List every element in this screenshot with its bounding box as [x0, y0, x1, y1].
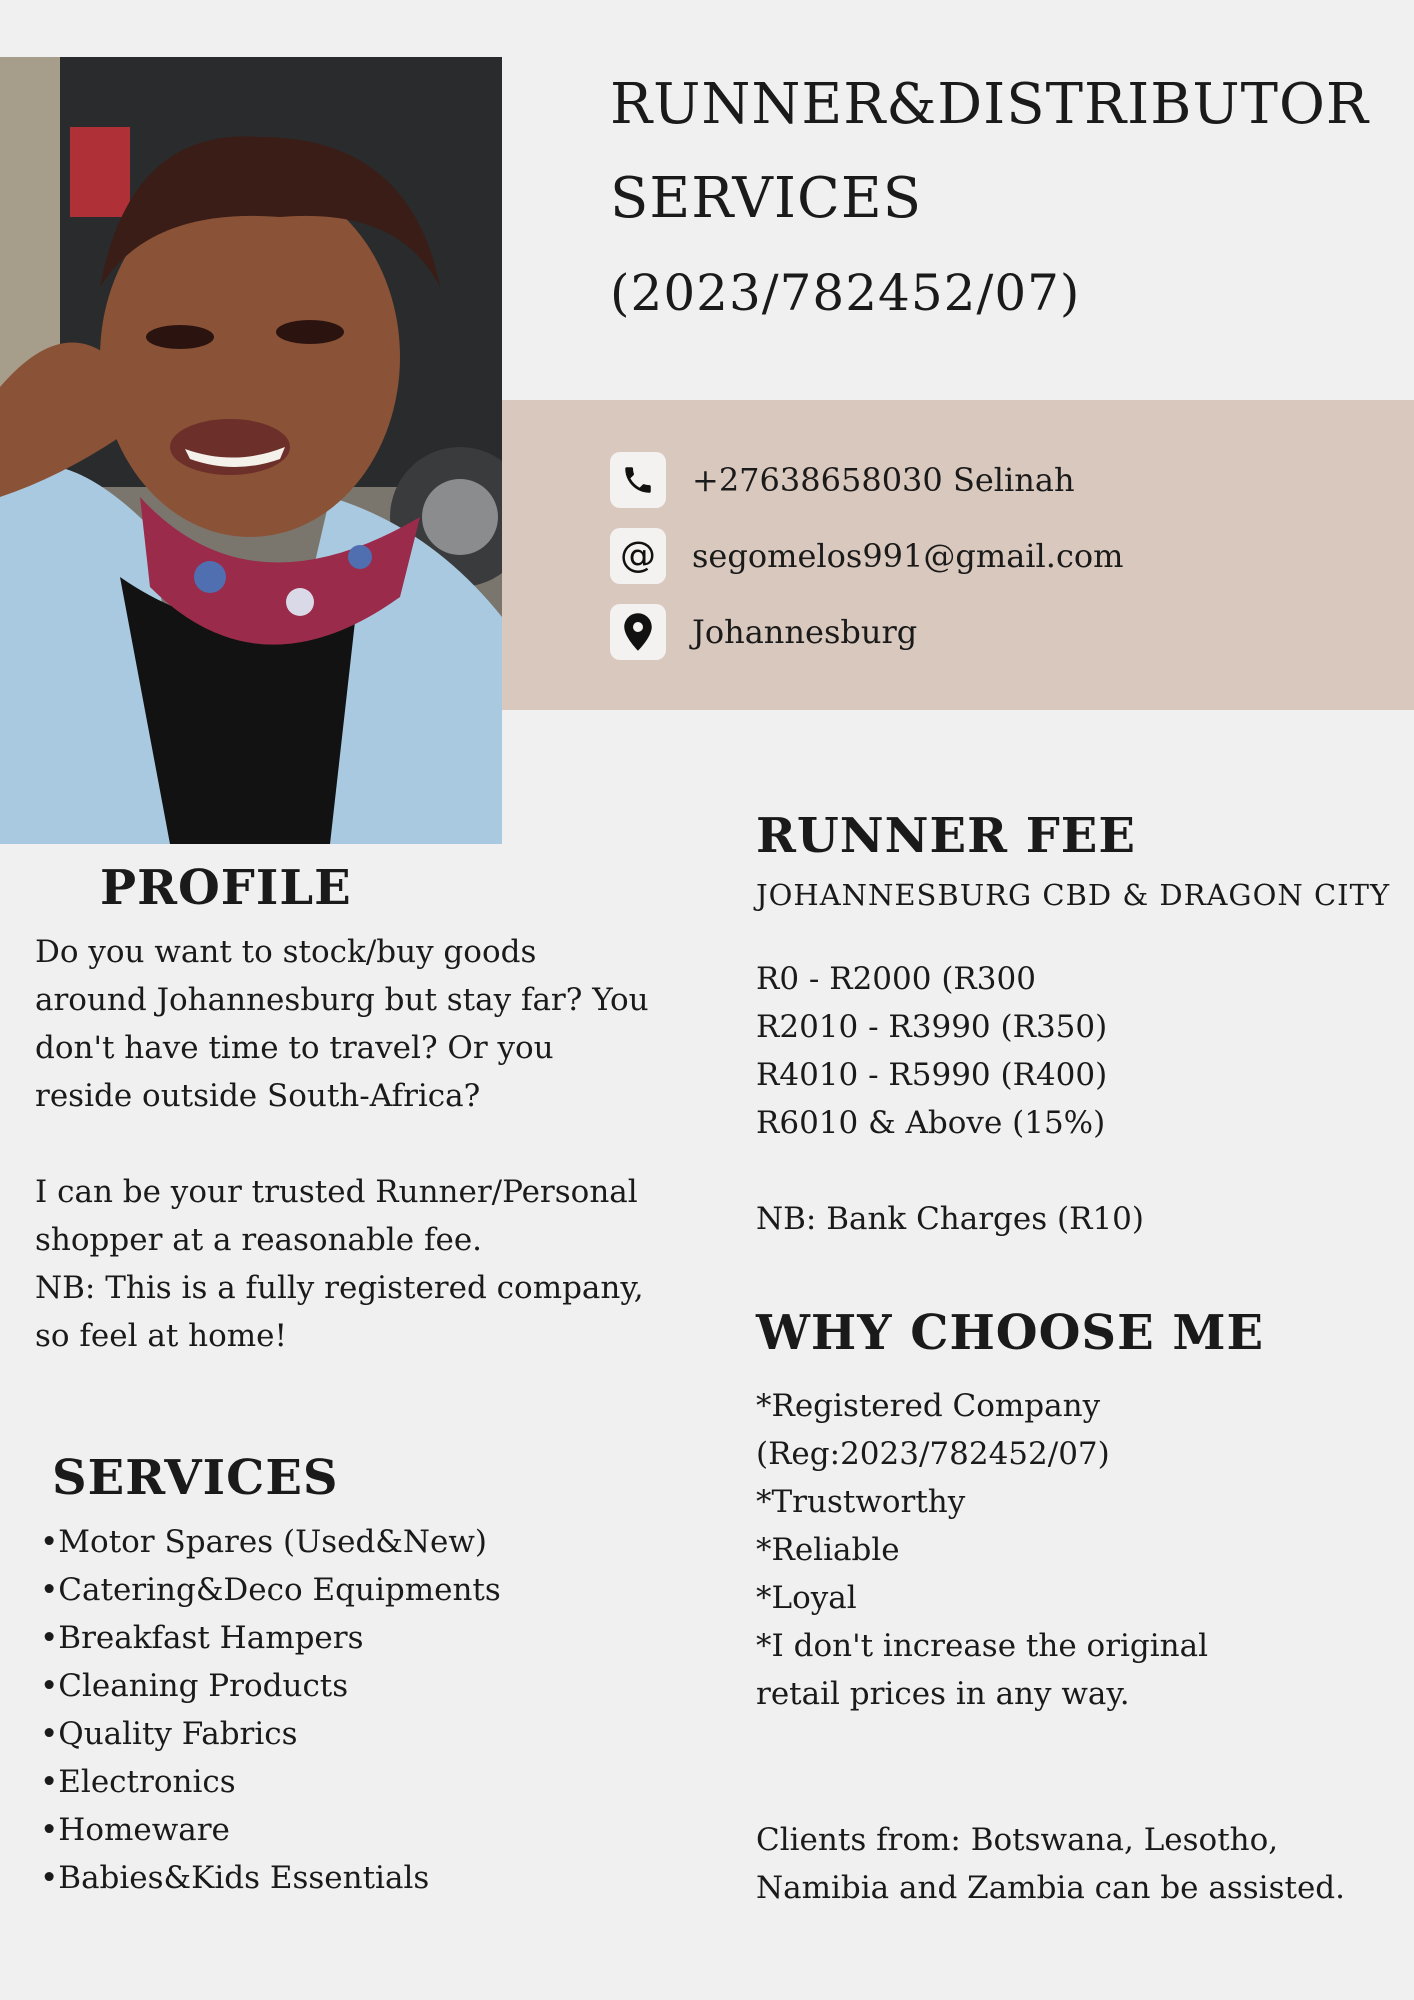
fee-list [756, 955, 1376, 1147]
why-choose-me-heading: WHY CHOOSE ME [756, 1305, 1265, 1361]
map-pin-icon [610, 604, 666, 660]
clients-note: Clients from: Botswana, Lesotho, Namibia and Zambia can be assisted. [756, 1822, 1345, 1906]
contact-email-row[interactable] [610, 528, 1123, 584]
title-line-1: RUNNER&DISTRIBUTOR [610, 72, 1370, 137]
list-item: •Breakfast Hampers [40, 1620, 364, 1656]
list-item: R4010 - R5990 (R400) [756, 1057, 1108, 1093]
list-item: *Registered Company [756, 1388, 1101, 1424]
bank-charges-note: NB: Bank Charges (R10) [756, 1201, 1144, 1237]
list-item: *I don't increase the original [756, 1628, 1209, 1664]
list-item: R0 - R2000 (R300 [756, 961, 1036, 997]
at-icon: @ [610, 528, 666, 584]
services-list [40, 1518, 600, 1902]
list-item: •Cleaning Products [40, 1668, 349, 1704]
title-line-2: SERVICES [610, 166, 923, 231]
list-item: *Reliable [756, 1532, 900, 1568]
profile-paragraph-3: NB: This is a fully registered company, so feel at home! [35, 1270, 644, 1354]
profile-paragraph-1: Do you want to stock/buy goods around Johannesburg but stay far? You don't have time to travel? Or you reside outside South-Africa? [35, 934, 649, 1114]
contact-phone-row[interactable] [610, 452, 1075, 508]
company-title [610, 58, 1400, 340]
list-item: retail prices in any way. [756, 1676, 1130, 1712]
why-choose-me-list [756, 1382, 1376, 1718]
list-item: R6010 & Above (15%) [756, 1105, 1106, 1141]
phone-number: +27638658030 Selinah [692, 461, 1075, 499]
registration-number: (2023/782452/07) [610, 264, 1081, 322]
profile-body [35, 928, 655, 1360]
list-item: R2010 - R3990 (R350) [756, 1009, 1108, 1045]
runner-fee-subheading: JOHANNESBURG CBD & DRAGON CITY [756, 878, 1391, 912]
profile-heading: PROFILE [100, 860, 352, 916]
list-item: •Motor Spares (Used&New) [40, 1524, 487, 1560]
email-address: segomelos991@gmail.com [692, 537, 1124, 575]
profile-photo [0, 57, 502, 844]
list-item: (Reg:2023/782452/07) [756, 1436, 1110, 1472]
services-heading: SERVICES [52, 1450, 339, 1506]
list-item: *Loyal [756, 1580, 857, 1616]
runner-fee-heading: RUNNER FEE [756, 808, 1136, 864]
profile-paragraph-2: I can be your trusted Runner/Personal shopper at a reasonable fee. [35, 1174, 638, 1258]
list-item: •Quality Fabrics [40, 1716, 298, 1752]
list-item: •Babies&Kids Essentials [40, 1860, 430, 1896]
list-item: •Electronics [40, 1764, 236, 1800]
contact-band [502, 400, 1414, 710]
location: Johannesburg [692, 613, 918, 651]
phone-icon [610, 452, 666, 508]
list-item: •Homeware [40, 1812, 230, 1848]
contact-location-row [610, 604, 917, 660]
list-item: *Trustworthy [756, 1484, 966, 1520]
list-item: •Catering&Deco Equipments [40, 1572, 501, 1608]
